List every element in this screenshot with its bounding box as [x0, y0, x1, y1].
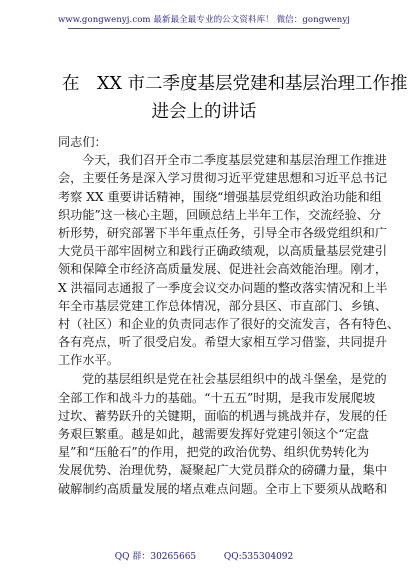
paragraph-line: 年全市基层党建工作总体情况，部分县区、市直部门、乡镇、	[58, 298, 388, 313]
paragraph-line: 今天，我们召开全市二季度基层党建和基层治理工作推进	[82, 153, 387, 168]
paragraph-line: 破解制约高质量发展的堵点难点问题。全市上下要须从战略和	[58, 481, 388, 496]
paragraph-line: 发展优势、治理优势，凝聚起广大党员群众的磅礴力量，集中	[58, 463, 388, 478]
title-line-1: 在 XX 市二季度基层党建和基层治理工作推	[62, 74, 408, 94]
paragraph-line: 工作水平。	[58, 353, 119, 368]
document-title	[0, 70, 408, 126]
paragraph-line: 考察 XX 重要讲话精神，围绕“增强基层党组织政治功能和组	[58, 189, 382, 204]
page-footer	[0, 549, 408, 562]
paragraph-line: 星”和“压舱石”的作用，把党的政治优势、组织优势转化为	[58, 445, 370, 460]
paragraph-line: 织功能”这一核心主题，回顾总结上半年工作，交流经验、分	[58, 207, 382, 222]
paragraph-2	[58, 370, 388, 497]
site-header	[0, 13, 408, 25]
paragraph-line: 领和保障全市经济高质量发展、促进社会高效能治理。刚才，	[58, 262, 388, 277]
document-body	[58, 133, 400, 498]
paragraph-line: 大党员干部牢固树立和践行正确政绩观，以高质量基层党建引	[58, 244, 388, 259]
greeting: 同志们：	[58, 135, 107, 149]
paragraph-line: 各有亮点，听了很受启发。希望大家相互学习借鉴，共同提升	[58, 335, 388, 350]
paragraph-line: 析形势，研究部署下半年重点任务，引导全市各级党组织和广	[58, 225, 388, 240]
paragraph-line: 会，主要任务是深入学习贯彻习近平党建思想和习近平总书记	[58, 171, 388, 186]
paragraph-1	[58, 151, 400, 369]
paragraph-line: 务艰巨繁重。越是如此，越需要发挥好党建引领这个“定盘	[58, 427, 369, 441]
paragraph-line: 全部工作和战斗力的基础。“十五五”时期，是我市发展爬坡	[58, 390, 376, 405]
header-divider	[68, 28, 340, 29]
paragraph-line: 村（社区）和企业的负责同志作了很好的交流发言，各有特色、	[58, 316, 400, 331]
paragraph-line: X 洪福同志通报了一季度会议交办问题的整改落实情况和上半	[58, 280, 388, 295]
paragraph-line: 党的基层组织是党在社会基层组织中的战斗堡垒，是党的	[82, 372, 387, 387]
paragraph-line: 过坎、蓄势跃升的关键期，面临的机遇与挑战并存，发展的任	[58, 408, 388, 423]
footer-qq: QQ:535304092	[223, 552, 294, 562]
site-header-text: www.gongwenyj.com 最新最全最专业的公文资料库！ 微信：gongwenyj	[58, 15, 350, 25]
footer-qq-group: QQ 群：30265665	[114, 552, 197, 562]
title-line-2: 进会上的讲话	[151, 102, 257, 122]
